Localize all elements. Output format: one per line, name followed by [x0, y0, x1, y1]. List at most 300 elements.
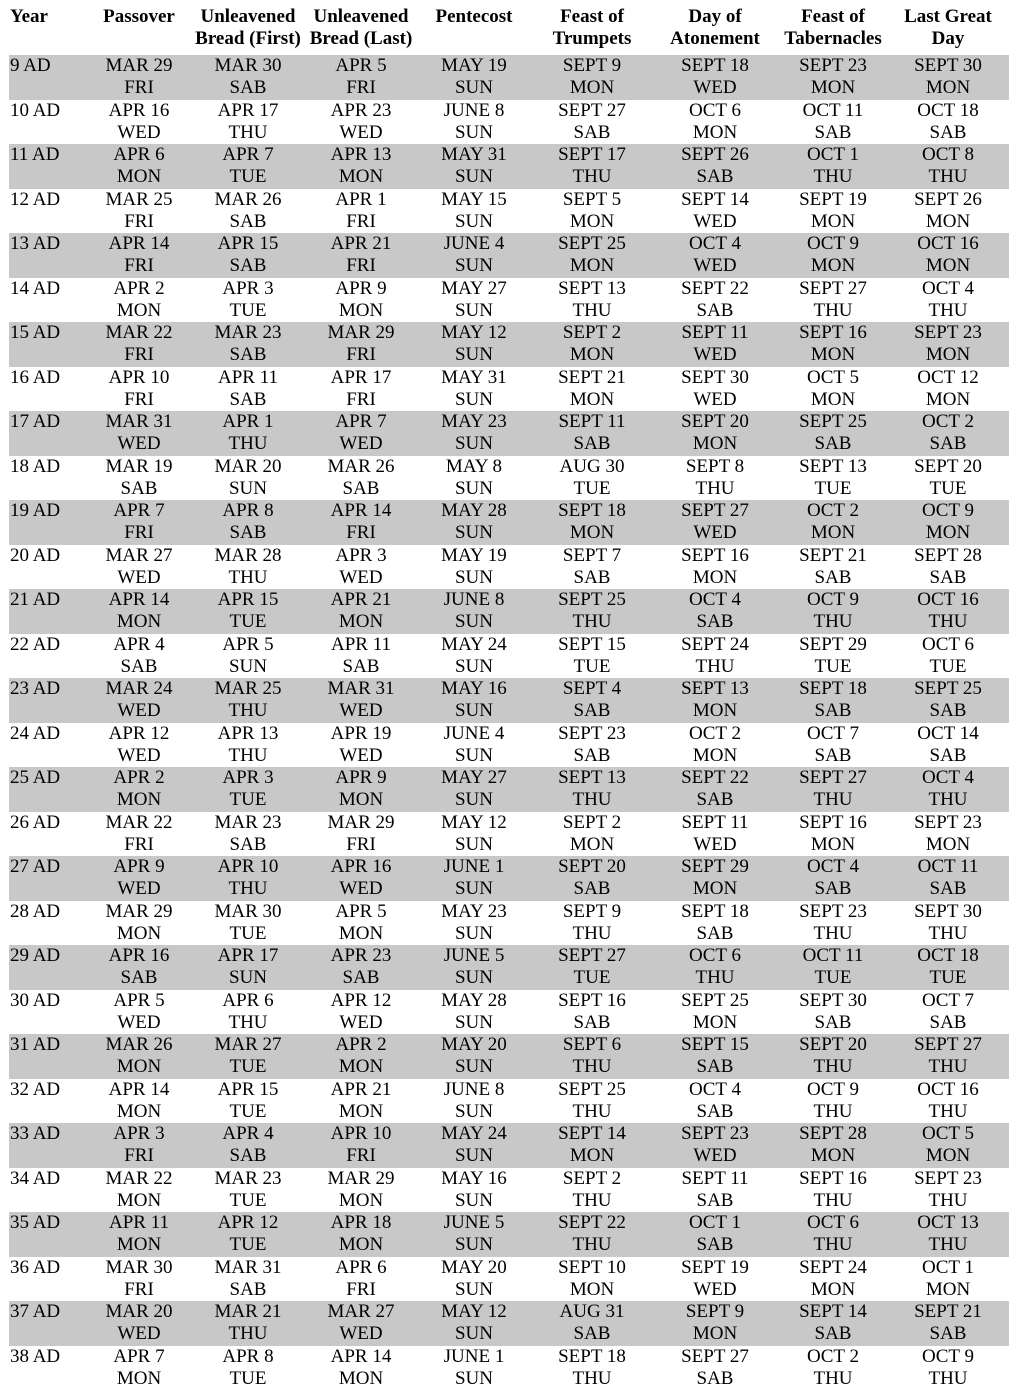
feast-date: MAY 24 [441, 1123, 507, 1144]
feast-weekday: MON [925, 255, 971, 276]
year-cell: 21 AD [9, 589, 89, 634]
feast-date-cell [779, 1301, 887, 1346]
feast-date-cell [89, 901, 189, 946]
feast-weekday: MON [925, 833, 971, 855]
feast-weekday: SAB [696, 789, 734, 810]
feast-weekday: WED [693, 344, 737, 365]
year-cell: 28 AD [10, 900, 61, 922]
feast-date: OCT 9 [922, 1345, 974, 1367]
feast-date-cell [533, 589, 651, 634]
feast-weekday: MON [925, 388, 971, 410]
feast-date: SEPT 14 [799, 1301, 867, 1322]
feast-date: SEPT 27 [558, 945, 626, 966]
feast-weekday: TUE [814, 477, 852, 499]
column-header [651, 6, 779, 55]
table-row [9, 144, 1009, 189]
feast-date-cell [887, 545, 1009, 590]
feast-weekday: SAB [814, 744, 852, 766]
year-cell: 17 AD [9, 411, 89, 456]
feast-date-cell [779, 1212, 887, 1257]
feast-weekday: MON [810, 388, 856, 410]
feast-weekday: WED [117, 878, 161, 899]
feast-date-cell [189, 545, 307, 590]
feast-date: OCT 5 [922, 1123, 974, 1144]
feast-date: APR 9 [335, 767, 387, 788]
year-cell: 31 AD [9, 1034, 89, 1079]
feast-date-cell [89, 55, 189, 100]
feast-date: APR 21 [330, 1078, 392, 1100]
column-header [89, 6, 189, 55]
feast-date: MAR 23 [214, 1167, 282, 1189]
table-row [9, 1346, 1009, 1391]
feast-weekday: SAB [814, 700, 852, 721]
feast-date: SEPT 26 [681, 144, 749, 165]
feast-date-cell [779, 812, 887, 857]
feast-date: APR 14 [330, 500, 392, 521]
feast-date-cell [89, 1257, 189, 1302]
feast-weekday: FRI [124, 522, 154, 543]
feast-date-cell [415, 233, 533, 278]
feast-date-cell [189, 856, 307, 901]
feast-date-cell [887, 144, 1009, 189]
feast-date: MAY 20 [441, 1034, 507, 1055]
feast-weekday: SAB [120, 655, 158, 677]
feast-weekday: WED [693, 255, 737, 276]
feast-date: SEPT 25 [558, 233, 626, 254]
feast-date: OCT 14 [917, 722, 979, 744]
feast-date: MAY 20 [441, 1256, 507, 1278]
feast-date: SEPT 25 [914, 678, 982, 699]
feast-date-cell [415, 1168, 533, 1213]
table-row [9, 767, 1009, 812]
feast-date: SEPT 10 [558, 1256, 626, 1278]
feast-weekday: SAB [814, 433, 852, 454]
feast-date: SEPT 21 [558, 366, 626, 388]
feast-date: OCT 13 [917, 1212, 979, 1233]
feast-date: MAR 29 [327, 1167, 395, 1189]
feast-weekday: WED [693, 522, 737, 543]
feast-date-cell [89, 189, 189, 234]
feast-date-cell [307, 411, 415, 456]
feast-date: APR 9 [335, 277, 387, 299]
table-row [9, 367, 1009, 412]
feast-date: MAR 26 [105, 1034, 173, 1055]
feast-date-cell [887, 1079, 1009, 1124]
feast-date: SEPT 23 [799, 55, 867, 76]
feast-date-cell [415, 456, 533, 501]
year-cell: 11 AD [9, 144, 89, 189]
year-cell: 25 AD [9, 767, 89, 812]
feast-date: MAR 20 [105, 1301, 173, 1322]
feast-date: APR 10 [108, 366, 170, 388]
feast-date: APR 8 [222, 500, 274, 521]
table-row [9, 189, 1009, 234]
feast-date: OCT 9 [807, 233, 859, 254]
feast-date: APR 13 [217, 722, 279, 744]
feast-date-cell [189, 767, 307, 812]
feast-date-cell [651, 856, 779, 901]
feast-weekday: THU [572, 166, 612, 187]
feast-date: MAR 29 [105, 55, 173, 76]
feast-date-cell [779, 55, 887, 100]
feast-date: JUNE 1 [443, 856, 505, 877]
feast-weekday: SUN [454, 878, 493, 899]
feast-date-cell [779, 1034, 887, 1079]
feast-date-cell [887, 945, 1009, 990]
feast-date-cell [533, 1301, 651, 1346]
feast-date: JUNE 5 [443, 945, 505, 966]
table-row [9, 411, 1009, 456]
table-row [9, 901, 1009, 946]
feast-weekday: SAB [573, 433, 611, 454]
feast-weekday: MON [338, 922, 384, 944]
feast-date: MAR 30 [214, 55, 282, 76]
feast-date-cell [189, 500, 307, 545]
feast-date: SEPT 25 [799, 411, 867, 432]
table-row [9, 55, 1009, 100]
feast-date: APR 11 [217, 366, 278, 388]
column-header-line1: Day of [688, 6, 742, 27]
table-header [9, 6, 1009, 55]
feast-date-cell [533, 901, 651, 946]
feast-date-cell [533, 812, 651, 857]
table-row [9, 278, 1009, 323]
feast-date: SEPT 11 [681, 811, 749, 833]
feast-weekday: THU [228, 121, 268, 143]
feast-date-cell [533, 233, 651, 278]
feast-date: SEPT 23 [558, 722, 626, 744]
feast-date: MAY 15 [441, 188, 507, 210]
feast-date: SEPT 7 [562, 544, 622, 566]
feast-date: SEPT 27 [558, 99, 626, 121]
feast-date: MAY 16 [441, 678, 507, 699]
feast-weekday: SAB [573, 700, 611, 721]
feast-date: MAR 20 [214, 455, 282, 477]
feast-weekday: THU [572, 1189, 612, 1211]
feast-weekday: THU [928, 166, 968, 187]
feast-date: SEPT 27 [799, 277, 867, 299]
feast-date: OCT 4 [689, 1078, 741, 1100]
year-cell: 22 AD [10, 633, 61, 655]
feast-date: SEPT 18 [681, 900, 749, 922]
feast-date-cell [533, 856, 651, 901]
feast-weekday: SAB [120, 477, 158, 499]
feast-date: SEPT 19 [681, 1256, 749, 1278]
column-header-line2: Bread (First) [195, 28, 301, 49]
feast-date-cell [651, 990, 779, 1035]
feast-date: APR 17 [330, 366, 392, 388]
year-cell: 37 AD [9, 1301, 89, 1346]
feast-weekday: SUN [454, 789, 493, 810]
feast-weekday: MON [116, 166, 162, 187]
feast-weekday: WED [693, 210, 737, 232]
feast-date: APR 16 [108, 945, 170, 966]
feast-weekday: WED [117, 744, 161, 766]
feast-date-cell [651, 634, 779, 679]
feast-weekday: MON [116, 1056, 162, 1077]
table-row [9, 856, 1009, 901]
feast-date-cell [89, 500, 189, 545]
feast-weekday: MON [116, 611, 162, 632]
feast-date-cell [651, 545, 779, 590]
year-cell: 33 AD [9, 1123, 89, 1168]
feast-date-cell [89, 990, 189, 1035]
feast-date-cell [779, 634, 887, 679]
feast-weekday: TUE [929, 655, 967, 677]
feast-date: APR 14 [108, 233, 170, 254]
feast-weekday: THU [813, 1189, 853, 1211]
feast-date-cell [415, 100, 533, 145]
feast-weekday: WED [339, 121, 383, 143]
feast-date: OCT 16 [917, 233, 979, 254]
feast-date: MAR 31 [105, 411, 173, 432]
feast-date-cell [189, 723, 307, 768]
feast-date-cell [651, 1301, 779, 1346]
feast-date-cell [779, 278, 887, 323]
feast-date-cell [533, 456, 651, 501]
feast-date-cell [651, 411, 779, 456]
table-row [9, 589, 1009, 634]
column-header-line1: Pentecost [435, 6, 513, 27]
feast-weekday: WED [339, 1323, 383, 1344]
feast-date: OCT 2 [922, 411, 974, 432]
feast-weekday: FRI [346, 522, 376, 543]
feast-weekday: TUE [929, 967, 967, 988]
feast-date-cell [415, 144, 533, 189]
feast-date-cell [89, 678, 189, 723]
feast-date-cell [779, 1257, 887, 1302]
feast-weekday: SUN [454, 1323, 493, 1344]
feast-date: APR 21 [330, 233, 392, 254]
feast-date-cell [533, 278, 651, 323]
feast-date: APR 14 [108, 589, 170, 610]
feast-date-cell [887, 278, 1009, 323]
feast-date-cell [533, 1257, 651, 1302]
feast-weekday: THU [928, 1234, 968, 1255]
feast-weekday: SAB [342, 477, 380, 499]
feast-date: MAR 22 [105, 1167, 173, 1189]
year-cell: 32 AD [10, 1078, 61, 1100]
feast-weekday: THU [572, 1056, 612, 1077]
feast-date: SEPT 24 [799, 1256, 867, 1278]
feast-weekday: MON [810, 77, 856, 98]
feast-weekday: SAB [229, 255, 267, 276]
feast-date-cell [779, 589, 887, 634]
feast-date: MAR 22 [105, 322, 173, 343]
year-cell: 20 AD [10, 544, 61, 566]
feast-date: APR 3 [222, 277, 274, 299]
feast-date: OCT 6 [689, 99, 741, 121]
feast-date-cell [89, 723, 189, 768]
feast-date-cell [189, 144, 307, 189]
feast-date-cell [887, 189, 1009, 234]
feast-weekday: THU [695, 477, 735, 499]
feast-date-cell [651, 901, 779, 946]
feast-date-cell [189, 278, 307, 323]
feast-date: MAR 26 [327, 455, 395, 477]
feast-weekday: WED [693, 833, 737, 855]
feast-date: APR 6 [222, 989, 274, 1011]
feast-date: SEPT 2 [562, 811, 622, 833]
feast-weekday: SUN [454, 1011, 493, 1033]
feast-date: JUNE 4 [443, 233, 505, 254]
feast-date-cell [887, 322, 1009, 367]
feast-weekday: MON [925, 344, 971, 365]
column-header-line2: Tabernacles [784, 28, 882, 49]
feast-date-cell [189, 233, 307, 278]
feast-date: SEPT 2 [562, 1167, 622, 1189]
column-header [533, 6, 651, 55]
feast-weekday: THU [813, 1367, 853, 1389]
feast-weekday: SUN [454, 344, 493, 365]
feast-date: OCT 1 [922, 1256, 974, 1278]
feast-date-cell [307, 322, 415, 367]
feast-weekday: MON [692, 1323, 738, 1344]
feast-weekday: WED [693, 1145, 737, 1166]
feast-weekday: WED [693, 388, 737, 410]
feast-date: MAR 26 [214, 188, 282, 210]
feast-date: SEPT 8 [685, 455, 745, 477]
feast-weekday: SAB [696, 922, 734, 944]
feast-date: SEPT 9 [562, 900, 622, 922]
column-header [779, 6, 887, 55]
feast-date: SEPT 20 [558, 856, 626, 877]
feast-date: SEPT 16 [681, 544, 749, 566]
feast-date-cell [779, 411, 887, 456]
feast-weekday: SAB [696, 166, 734, 187]
table-row [9, 1079, 1009, 1124]
feast-weekday: WED [693, 77, 737, 98]
feast-date-cell [89, 367, 189, 412]
feast-weekday: TUE [573, 477, 611, 499]
feast-weekday: SUN [454, 1145, 493, 1166]
feast-date-cell [307, 189, 415, 234]
feast-weekday: SUN [454, 255, 493, 276]
feast-date: SEPT 17 [558, 144, 626, 165]
feast-date-cell [415, 1034, 533, 1079]
feast-weekday: SAB [229, 210, 267, 232]
feast-date-cell [651, 500, 779, 545]
feast-date: APR 14 [330, 1345, 392, 1367]
feast-weekday: MON [338, 1056, 384, 1077]
feast-weekday: SUN [454, 1367, 493, 1389]
table-row [9, 500, 1009, 545]
feast-weekday: SAB [814, 878, 852, 899]
feast-date-cell [415, 278, 533, 323]
table-row [9, 1168, 1009, 1213]
feast-date: SEPT 23 [914, 1167, 982, 1189]
feast-date-cell [651, 767, 779, 812]
feast-date: OCT 9 [922, 500, 974, 521]
feast-weekday: WED [117, 433, 161, 454]
feast-weekday: SUN [454, 1056, 493, 1077]
feast-date: OCT 18 [917, 99, 979, 121]
feast-date: APR 3 [335, 544, 387, 566]
feast-weekday: MON [925, 1145, 971, 1166]
feast-date-cell [533, 634, 651, 679]
feast-date-cell [887, 100, 1009, 145]
feast-weekday: FRI [124, 210, 154, 232]
feast-date-cell [533, 411, 651, 456]
feast-date-cell [779, 500, 887, 545]
feast-weekday: SAB [573, 566, 611, 588]
feast-date: SEPT 27 [799, 767, 867, 788]
feast-date-cell [89, 1212, 189, 1257]
feast-date: MAR 21 [214, 1301, 282, 1322]
feast-date-cell [415, 901, 533, 946]
column-header [307, 6, 415, 55]
feast-weekday: MON [338, 166, 384, 187]
feast-weekday: FRI [124, 833, 154, 855]
feast-date-cell [533, 189, 651, 234]
feast-date: SEPT 11 [681, 322, 749, 343]
feast-date-cell [307, 1212, 415, 1257]
feast-date-cell [189, 1034, 307, 1079]
feast-date-cell [533, 1079, 651, 1124]
feast-weekday: FRI [346, 77, 376, 98]
column-header-line1: Unleavened [200, 6, 296, 27]
feast-weekday: SAB [929, 1323, 967, 1344]
feast-date: MAY 27 [441, 277, 507, 299]
feast-date-cell [189, 634, 307, 679]
feast-weekday: MON [569, 255, 615, 276]
feast-date-cell [307, 100, 415, 145]
feast-date: MAY 8 [445, 455, 503, 477]
feast-date: APR 15 [217, 589, 279, 610]
feast-weekday: SAB [696, 1367, 734, 1389]
feast-date-cell [189, 945, 307, 990]
feast-weekday: THU [928, 611, 968, 632]
table-row [9, 812, 1009, 857]
feast-date: SEPT 30 [681, 366, 749, 388]
table-row [9, 1301, 1009, 1346]
feast-weekday: MON [338, 299, 384, 321]
feast-date-cell [307, 723, 415, 768]
feast-date: APR 15 [217, 233, 279, 254]
feast-weekday: SAB [696, 1056, 734, 1077]
feast-date-cell [415, 812, 533, 857]
feast-date: OCT 1 [807, 144, 859, 165]
feast-weekday: THU [813, 1100, 853, 1122]
feast-date-cell [779, 100, 887, 145]
feast-date-cell [189, 678, 307, 723]
feast-date: JUNE 4 [443, 722, 505, 744]
feast-date: MAR 23 [214, 322, 282, 343]
feast-weekday: SUN [454, 77, 493, 98]
feast-weekday: THU [928, 1056, 968, 1077]
feast-weekday: SUN [454, 566, 493, 588]
feast-date: APR 10 [217, 856, 279, 877]
feast-date-cell [887, 456, 1009, 501]
feast-weekday: MON [692, 744, 738, 766]
feast-weekday: MON [569, 1278, 615, 1300]
feast-date-cell [779, 322, 887, 367]
feast-date-cell [189, 812, 307, 857]
feast-weekday: SAB [342, 967, 380, 988]
feast-date: OCT 16 [917, 1078, 979, 1100]
feast-date-cell [533, 500, 651, 545]
feast-date-cell [89, 589, 189, 634]
feast-date: SEPT 19 [799, 188, 867, 210]
feast-date-cell [651, 945, 779, 990]
feast-date-cell [887, 1168, 1009, 1213]
feast-date: APR 1 [222, 411, 274, 432]
feast-weekday: THU [572, 299, 612, 321]
feast-date-cell [307, 1034, 415, 1079]
feast-date: MAY 19 [441, 55, 507, 76]
feast-date: OCT 16 [917, 589, 979, 610]
feast-date-cell [887, 1123, 1009, 1168]
